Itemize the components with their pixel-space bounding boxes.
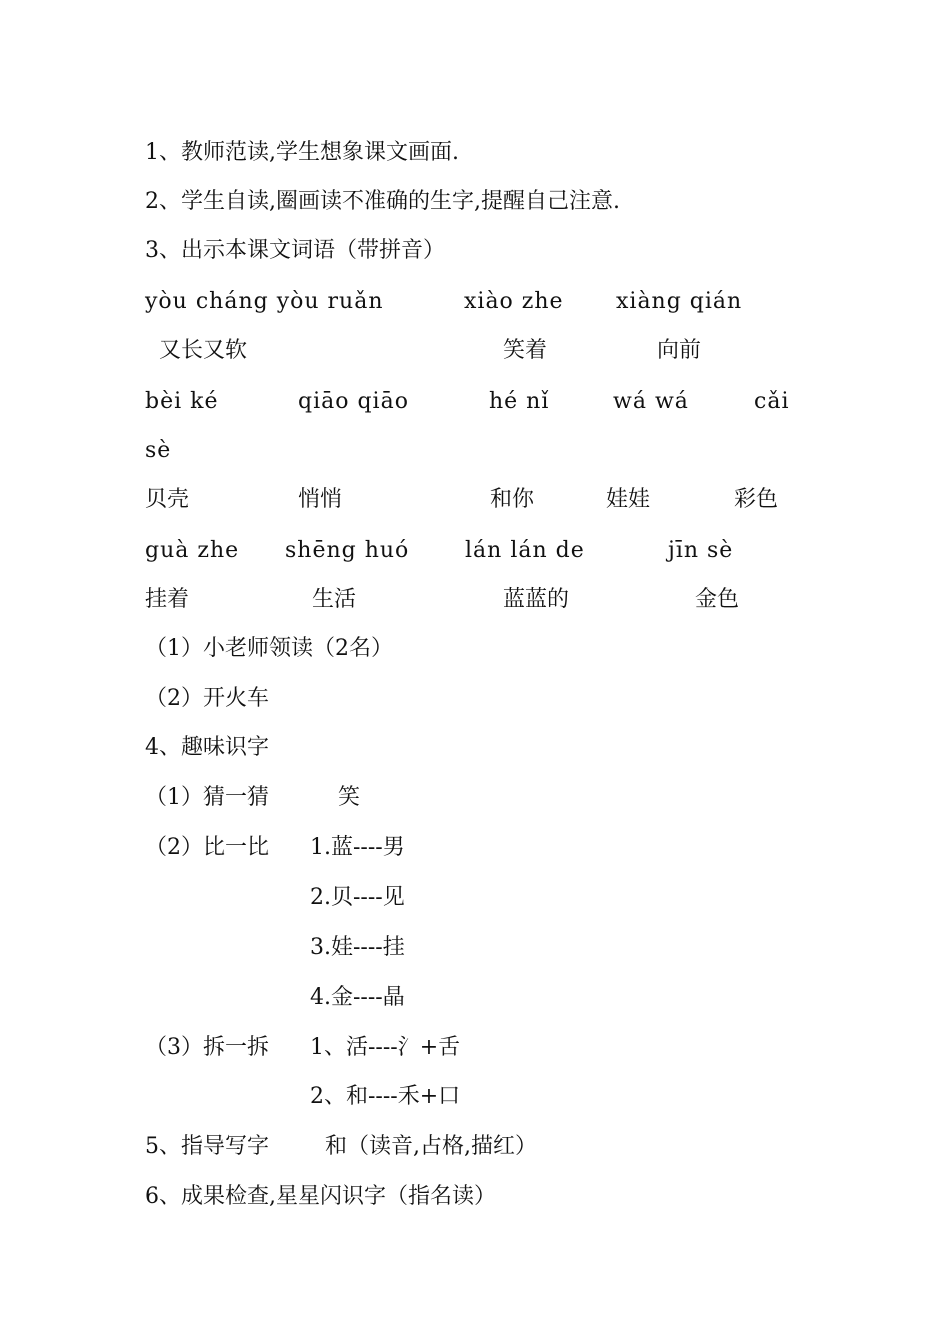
step-2: 2、学生自读,圈画读不准确的生字,提醒自己注意. <box>145 189 620 214</box>
substep-train: （2）开火车 <box>145 686 269 711</box>
pinyin-lan-lan-de: lán lán de <box>465 538 585 563</box>
split-item: 1、活----氵+舌 <box>310 1035 461 1060</box>
pinyin-jin-se: jīn sè <box>668 538 734 563</box>
pinyin-wa-wa: wá wá <box>613 389 689 414</box>
guess-char: 笑 <box>338 785 361 810</box>
word-lan-lan-de: 蓝蓝的 <box>503 587 570 612</box>
word-wa-wa: 娃娃 <box>606 487 651 512</box>
word-you-chang-you-ruan: 又长又软 <box>159 338 248 363</box>
pinyin-se: sè <box>145 438 172 463</box>
section-5-title: 5、指导写字 <box>145 1134 269 1159</box>
compare-item: 4.金----晶 <box>310 985 405 1010</box>
pinyin-sheng-huo: shēng huó <box>285 538 410 563</box>
split-item: 2、和----禾+口 <box>310 1084 461 1109</box>
word-xiao-zhe: 笑着 <box>503 338 548 363</box>
section-6-title: 6、成果检查,星星闪识字（指名读） <box>145 1184 496 1209</box>
word-bei-ke: 贝壳 <box>145 487 190 512</box>
section-4-title: 4、趣味识字 <box>145 735 269 760</box>
word-gua-zhe: 挂着 <box>145 587 190 612</box>
pinyin-bei-ke: bèi ké <box>145 389 219 414</box>
pinyin-gua-zhe: guà zhe <box>145 538 240 563</box>
word-sheng-huo: 生活 <box>312 587 357 612</box>
word-he-ni: 和你 <box>490 487 535 512</box>
step-3: 3、出示本课文词语（带拼音） <box>145 238 445 263</box>
guess-label: （1）猜一猜 <box>145 785 269 810</box>
pinyin-you-chang-you-ruan: yòu cháng yòu ruǎn <box>145 289 384 314</box>
section-5-detail: 和（读音,占格,描红） <box>325 1134 537 1159</box>
compare-item: 1.蓝----男 <box>310 835 405 860</box>
word-xiang-qian: 向前 <box>657 338 702 363</box>
pinyin-xiao-zhe: xiào zhe <box>464 289 564 314</box>
pinyin-he-ni: hé nǐ <box>489 389 550 414</box>
compare-label: （2）比一比 <box>145 835 269 860</box>
split-label: （3）拆一拆 <box>145 1035 269 1060</box>
pinyin-xiang-qian: xiàng qián <box>616 289 743 314</box>
word-cai-se: 彩色 <box>734 487 779 512</box>
substep-lead-reading: （1）小老师领读（2名） <box>145 636 393 661</box>
step-1: 1、教师范读,学生想象课文画面. <box>145 140 459 165</box>
pinyin-cai: cǎi <box>754 389 790 414</box>
word-jin-se: 金色 <box>695 587 740 612</box>
compare-item: 2.贝----见 <box>310 885 405 910</box>
pinyin-qiao-qiao: qiāo qiāo <box>298 389 409 414</box>
word-qiao-qiao: 悄悄 <box>298 487 343 512</box>
compare-item: 3.娃----挂 <box>310 935 405 960</box>
